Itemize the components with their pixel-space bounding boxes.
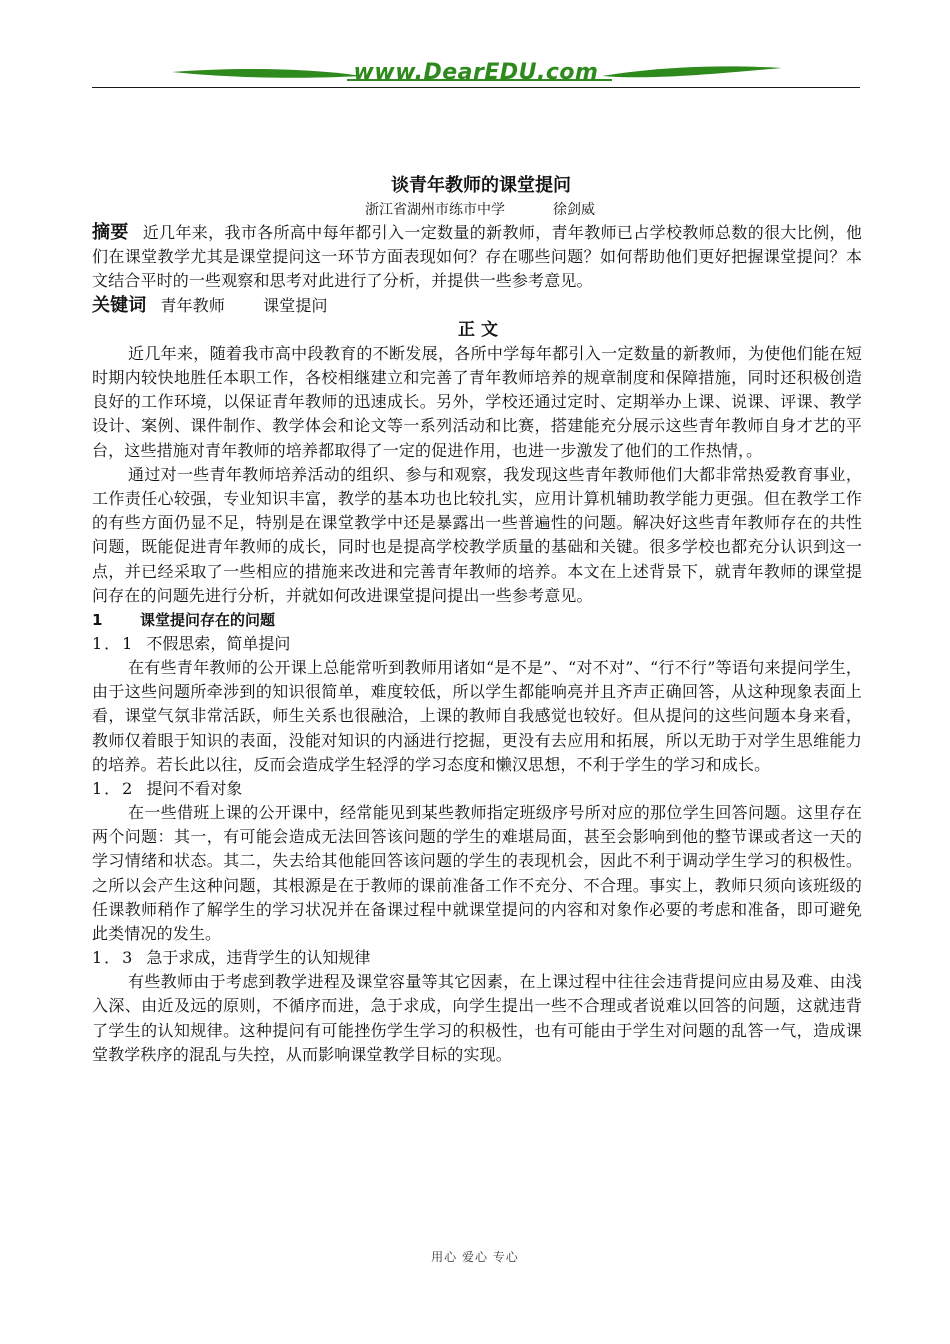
abstract-text: 近几年来，我市各所高中每年都引入一定数量的新教师，青年教师已占学校教师总数的很大比例，他们在课堂教学尤其是课堂提问这一环节方面表现如何？存在哪些问题？如何帮助他们更好把握课堂提问？本文结合平时的一些观察和思考对此进行了分析，并提供一些参考意见。	[92, 223, 862, 291]
page-footer: 用心 爱心 专心	[431, 1250, 519, 1264]
subsection-number: 1．1	[92, 634, 135, 654]
section-heading	[92, 608, 862, 632]
abstract-label: 摘要	[92, 222, 129, 243]
body-paragraph: 在有些青年教师的公开课上总能常听到教师用诸如“是不是”、“对不对”、“行不行”等语句来提问学生，由于这些问题所牵涉到的知识很简单，难度较低，所以学生都能响亮并且齐声正确回答，从这种现象表面上看，课堂气氛非常活跃，师生关系也很融洽，上课的教师自我感觉也较好。但从提问的这些问题本身来看，教师仅着眼于知识的表面，没能对知识的内涵进行挖掘，更没有去应用和拓展，所以无助于对学生思维能力的培养。若长此以往，反而会造成学生轻浮的学习态度和懒汉思想，不利于学生的学习和成长。	[92, 658, 862, 774]
author-name: 徐剑威	[553, 202, 595, 218]
subsection-heading	[92, 632, 862, 656]
keyword: 青年教师	[160, 295, 226, 315]
subsection-heading	[92, 946, 862, 970]
section-title: 课堂提问存在的问题	[140, 611, 276, 630]
subsection-title: 提问不看对象	[146, 779, 243, 799]
keywords	[92, 294, 862, 318]
section-number: 1	[92, 611, 103, 630]
body-paragraph: 有些教师由于考虑到教学进程及课堂容量等其它因素，在上课过程中往往会违背提问应由易及难、由浅入深、由近及远的原则，不循序而进，急于求成，向学生提出一些不合理或者说难以回答的问题，这就违背了学生的认知规律。这种提问有可能挫伤学生学习的积极性，也有可能由于学生对问题的乱答一气，造成课堂教学秩序的混乱与失控，从而影响课堂教学目标的实现。	[92, 972, 862, 1064]
body-heading: 正文	[458, 319, 504, 340]
article	[92, 172, 862, 1067]
body-paragraph: 在一些借班上课的公开课中，经常能见到某些教师指定班级序号所对应的那位学生回答问题。这里存在两个问题：其一，有可能会造成无法回答该问题的学生的难堪局面，甚至会影响到他的整节课或者这一天的学习情绪和状态。其二，失去给其他能回答该问题的学生的表现机会，因此不利于调动学生学习的积极性。之所以会产生这种问题，其根源是在于教师的课前准备工作不充分、不合理。事实上，教师只须向该班级的任课教师稍作了解学生的学习状况并在备课过程中就课堂提问的内容和对象作必要的考虑和准备，即可避免此类情况的发生。	[92, 803, 862, 944]
keywords-label: 关键词	[92, 294, 147, 316]
subsection-number: 1．3	[92, 948, 135, 968]
body-paragraph: 通过对一些青年教师培养活动的组织、参与和观察，我发现这些青年教师他们大都非常热爱教育事业，工作责任心较强，专业知识丰富，教学的基本功也比较扎实，应用计算机辅助教学能力更强。但在教学工作的有些方面仍显不足，特别是在课堂教学中还是暴露出一些普遍性的问题。解决好这些青年教师存在的共性问题，既能促进青年教师的成长，同时也是提高学校教学质量的基础和关键。很多学校也都充分认识到这一点，并已经采取了一些相应的措施来改进和完善青年教师的培养。本文在上述背景下，就青年教师的课堂提问存在的问题先进行分析，并就如何改进课堂提问提出一些参考意见。	[92, 464, 862, 605]
body-paragraph: 近几年来，随着我市高中段教育的不断发展，各所中学每年都引入一定数量的新教师，为使他们能在短时期内较快地胜任本职工作，各校相继建立和完善了青年教师培养的规章制度和保障措施，同时还积极创造良好的工作环境，以保证青年教师的迅速成长。另外，学校还通过定时、定期举办上课、说课、评课、教学设计、案例、课件制作、教学体会和论文等一系列活动和比赛，搭建能充分展示这些青年教师自身才艺的平台，这些措施对青年教师的培养都取得了一定的促进作用，也进一步激发了他们的工作热情，。	[92, 343, 862, 460]
author-school: 浙江省湖州市练市中学	[365, 202, 505, 218]
subsection-number: 1．2	[92, 779, 135, 799]
site-logo-text: www.DearEDU.com	[353, 60, 599, 85]
subsection-title: 急于求成，违背学生的认知规律	[146, 948, 371, 968]
header-rule	[92, 87, 860, 88]
article-title: 谈青年教师的课堂提问	[391, 175, 571, 196]
keyword: 课堂提问	[263, 295, 328, 315]
abstract	[92, 221, 862, 294]
article-byline	[98, 200, 862, 221]
subsection-title: 不假思索，简单提问	[146, 634, 291, 654]
subsection-heading	[92, 777, 862, 801]
